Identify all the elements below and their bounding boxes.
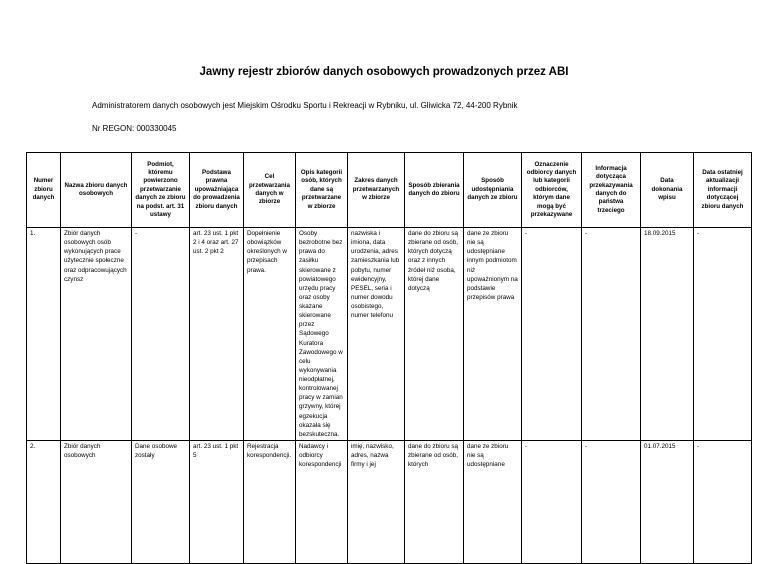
header-set-name: Nazwa zbioru danych osobowych bbox=[61, 153, 132, 228]
header-entry-date: Data dokonania wpisu bbox=[641, 153, 694, 228]
cell-sharing-method: dane ze zbioru nie są udostępniane innym podmiotom niż upoważnionym na podstawie przepisów prawa bbox=[464, 228, 522, 441]
header-processor: Podmiot, któremu powierzono przetwarzanie danych ze zbioru na podst. art. 31 ustawy bbox=[132, 153, 190, 228]
header-legal-basis: Podstawa prawna upoważniająca do prowadzenia zbioru danych bbox=[190, 153, 244, 228]
cell-set-number: 2. bbox=[27, 440, 61, 563]
header-purpose: Cel przetwarzania danych w zbiorze bbox=[244, 153, 296, 228]
register-table bbox=[26, 152, 752, 564]
document-title: Jawny rejestr zbiorów danych osobowych prowadzonych przez ABI bbox=[199, 66, 569, 78]
cell-data-scope: imię, nazwisko, adres, nazwa firmy i jej bbox=[348, 440, 405, 563]
administrator-info: Administratorem danych osobowych jest Miejskim Ośrodku Sportu i Rekreacji w Rybniku, ul. Gliwicka 72, 44-200 Rybnik bbox=[92, 101, 518, 110]
cell-person-categories: Osoby bezrobotne bez prawa do zasiłku skierowane z powiatowego urzędu pracy oraz osoby skazane skierowane przez Sądowego Kuratora Zawodowego w celu wykonywania nieodpłatnej, kontrolowanej pracy w zamian grzywny, której egzekucja okazała się bezskuteczna. bbox=[296, 228, 348, 441]
cell-processor: - bbox=[132, 228, 190, 441]
cell-third-country: - bbox=[582, 440, 641, 563]
header-third-country: Informacja dotycząca przekazywania danych do państwa trzeciego bbox=[582, 153, 641, 228]
cell-entry-date: 18.09.2015 bbox=[641, 228, 694, 441]
cell-purpose: Dopełnienie obowiązków określonych w przepisach prawa. bbox=[244, 228, 296, 441]
header-update-date: Data ostatniej aktualizacji informacji dotyczącej zbioru danych bbox=[694, 153, 752, 228]
cell-collection-method: dane do zbioru są zbierane od osób, których dotyczą oraz z innych źródeł niż osoba, której dane dotyczą bbox=[405, 228, 464, 441]
header-person-categories: Opis kategorii osób, których dane są przetwarzane w zbiorze bbox=[296, 153, 348, 228]
table-row bbox=[27, 440, 752, 563]
cell-set-number: 1. bbox=[27, 228, 61, 441]
cell-legal-basis: art. 23 ust. 1 pkt 2 i 4 oraz art. 27 ust. 2 pkt 2 bbox=[190, 228, 244, 441]
cell-recipients: - bbox=[522, 440, 582, 563]
cell-set-name: Zbiór danych osobowych osób wykonujących prace użytecznie społeczne oraz odpracowujących czynsz bbox=[61, 228, 132, 441]
cell-collection-method: dane do zbioru są zbierane od osób, których bbox=[405, 440, 464, 563]
cell-update-date: - bbox=[694, 440, 752, 563]
cell-sharing-method: dane ze zbioru nie są udostępniane bbox=[464, 440, 522, 563]
table-header-row bbox=[27, 153, 752, 228]
regon-number: Nr REGON: 000330045 bbox=[92, 124, 177, 133]
cell-update-date: - bbox=[694, 228, 752, 441]
cell-third-country: - bbox=[582, 228, 641, 441]
table-row bbox=[27, 228, 752, 441]
header-collection-method: Sposób zbierania danych do zbioru bbox=[405, 153, 464, 228]
header-recipients: Oznaczenie odbiorcy danych lub kategorii odbiorców, którym dane mogą być przekazywane bbox=[522, 153, 582, 228]
cell-data-scope: nazwiska i imiona, data urodzenia, adres zamieszkania lub pobytu, numer ewidencyjny, PESEL, seria i numer dowodu osobistego, numer telefonu bbox=[348, 228, 405, 441]
header-sharing-method: Sposób udostępniania danych ze zbioru bbox=[464, 153, 522, 228]
header-data-scope: Zakres danych przetwarzanych w zbiorze bbox=[348, 153, 405, 228]
header-set-number: Numer zbioru danych bbox=[27, 153, 61, 228]
cell-legal-basis: art. 23 ust. 1 pkt 5 bbox=[190, 440, 244, 563]
cell-entry-date: 01.07.2015 bbox=[641, 440, 694, 563]
cell-processor: Dane osobowe zostały bbox=[132, 440, 190, 563]
cell-set-name: Zbiór danych osobowych bbox=[61, 440, 132, 563]
cell-recipients: - bbox=[522, 228, 582, 441]
cell-purpose: Rejestracja korespondencji. bbox=[244, 440, 296, 563]
cell-person-categories: Nadawcy i odbiorcy korespondencji bbox=[296, 440, 348, 563]
